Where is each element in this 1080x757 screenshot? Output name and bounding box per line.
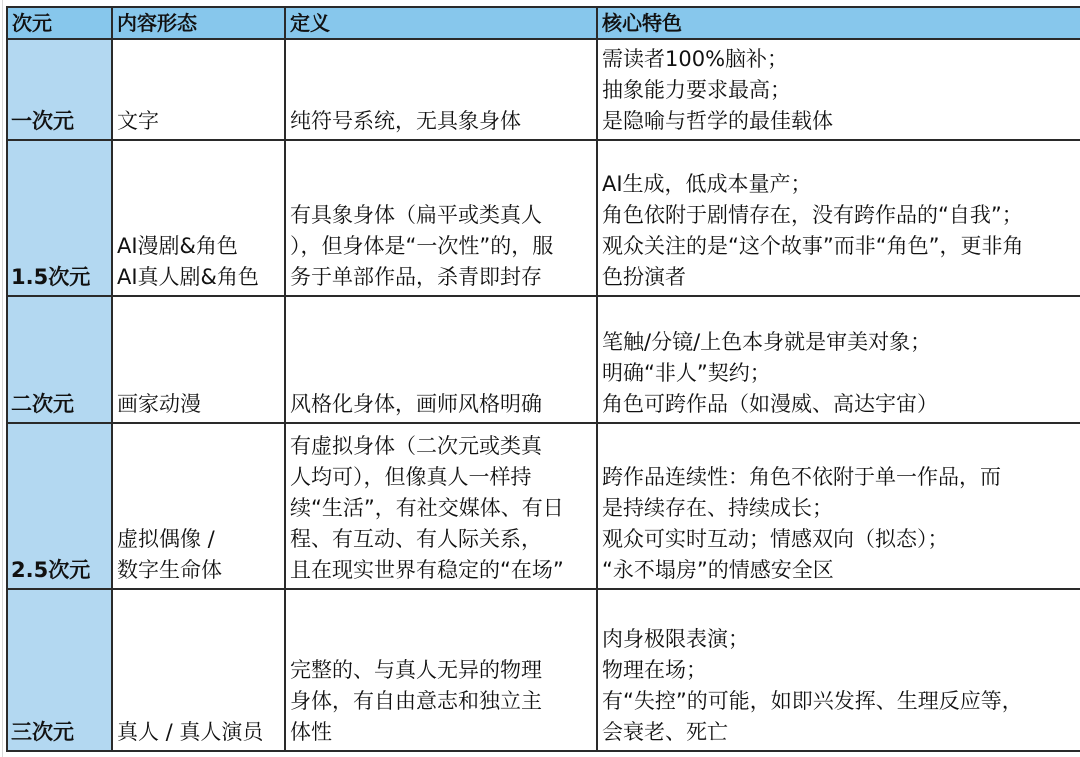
cell-line: 数字生命体 <box>117 558 222 583</box>
cell-definition[interactable] <box>285 423 597 589</box>
table-row <box>7 423 1080 589</box>
cell-line: 完整的、与真人无异的物理 <box>290 658 542 682</box>
cell-line: 会衰老、死亡 <box>602 720 728 744</box>
cell-features[interactable] <box>597 296 1080 423</box>
dimension-comparison-table <box>6 6 1080 752</box>
cell-line: 务于单部作品，杀青即封存 <box>290 264 542 289</box>
sheet-gridline <box>2 0 3 757</box>
cell-line: 风格化身体，画师风格明确 <box>290 392 542 417</box>
cell-features[interactable] <box>597 423 1080 589</box>
cell-features[interactable] <box>597 39 1080 140</box>
cell-line: 有“失控”的可能，如即兴发挥、生理反应等， <box>602 689 1023 713</box>
header-row <box>7 7 1080 39</box>
cell-line: 虚拟偶像 / <box>117 527 215 552</box>
cell-line: 角色依附于剧情存在，没有跨作品的“自我”； <box>602 202 1023 227</box>
cell-form[interactable] <box>112 296 285 423</box>
cell-definition[interactable] <box>285 39 597 140</box>
header-features[interactable]: 核心特色 <box>597 7 1080 39</box>
cell-form[interactable] <box>112 423 285 589</box>
cell-dimension[interactable]: 2.5次元 <box>7 423 112 589</box>
cell-line: 有虚拟身体（二次元或类真 <box>290 434 542 459</box>
cell-form[interactable] <box>112 140 285 296</box>
cell-line: 观众关注的是“这个故事”而非“角色”，更非角 <box>602 233 1024 258</box>
table-row <box>7 589 1080 751</box>
cell-dimension[interactable]: 三次元 <box>7 589 112 751</box>
cell-line: 角色可跨作品（如漫威、高达宇宙） <box>602 392 938 417</box>
cell-definition[interactable] <box>285 589 597 751</box>
cell-line: 画家动漫 <box>117 392 201 417</box>
cell-line: 且在现实世界有稳定的“在场” <box>290 558 564 583</box>
cell-line: 是持续存在、持续成长； <box>602 496 833 521</box>
cell-features[interactable] <box>597 589 1080 751</box>
cell-line: 抽象能力要求最高； <box>602 78 791 103</box>
cell-line: AI真人剧&角色 <box>117 264 259 289</box>
cell-definition[interactable] <box>285 296 597 423</box>
cell-dimension[interactable]: 一次元 <box>7 39 112 140</box>
cell-line: 肉身极限表演； <box>602 627 749 651</box>
table-row <box>7 140 1080 296</box>
cell-line: AI漫剧&角色 <box>117 233 238 258</box>
cell-line: 明确“非人”契约； <box>602 361 771 386</box>
cell-line: 需读者100%脑补； <box>602 47 789 72</box>
cell-line: 有具象身体（扁平或类真人 <box>290 202 542 227</box>
header-form[interactable]: 内容形态 <box>112 7 285 39</box>
cell-line: 体性 <box>290 720 332 744</box>
cell-line: 观众可实时互动；情感双向（拟态）； <box>602 527 949 552</box>
cell-line: ），但身体是“一次性”的，服 <box>290 233 554 258</box>
cell-dimension[interactable]: 1.5次元 <box>7 140 112 296</box>
cell-form[interactable] <box>112 39 285 140</box>
header-definition[interactable]: 定义 <box>285 7 597 39</box>
table-row <box>7 39 1080 140</box>
cell-line: 文字 <box>117 109 159 134</box>
cell-line: 笔触/分镜/上色本身就是审美对象； <box>602 330 932 355</box>
cell-dimension[interactable]: 二次元 <box>7 296 112 423</box>
cell-line: “永不塌房”的情感安全区 <box>602 558 834 583</box>
cell-features[interactable] <box>597 140 1080 296</box>
cell-line: 续“生活”，有社交媒体、有日 <box>290 496 564 521</box>
cell-line: AI生成，低成本量产； <box>602 171 812 196</box>
table-row <box>7 296 1080 423</box>
cell-line: 纯符号系统，无具象身体 <box>290 109 521 134</box>
cell-line: 跨作品连续性：角色不依附于单一作品，而 <box>602 465 1001 490</box>
cell-line: 真人 / 真人演员 <box>117 720 264 744</box>
cell-line: 物理在场； <box>602 658 707 682</box>
cell-line: 身体，有自由意志和独立主 <box>290 689 542 713</box>
cell-line: 程、有互动、有人际关系， <box>290 527 542 552</box>
cell-form[interactable] <box>112 589 285 751</box>
header-dimension[interactable]: 次元 <box>7 7 112 39</box>
cell-line: 是隐喻与哲学的最佳载体 <box>602 109 833 134</box>
cell-definition[interactable] <box>285 140 597 296</box>
cell-line: 色扮演者 <box>602 264 686 289</box>
cell-line: 人均可），但像真人一样持 <box>290 465 532 490</box>
